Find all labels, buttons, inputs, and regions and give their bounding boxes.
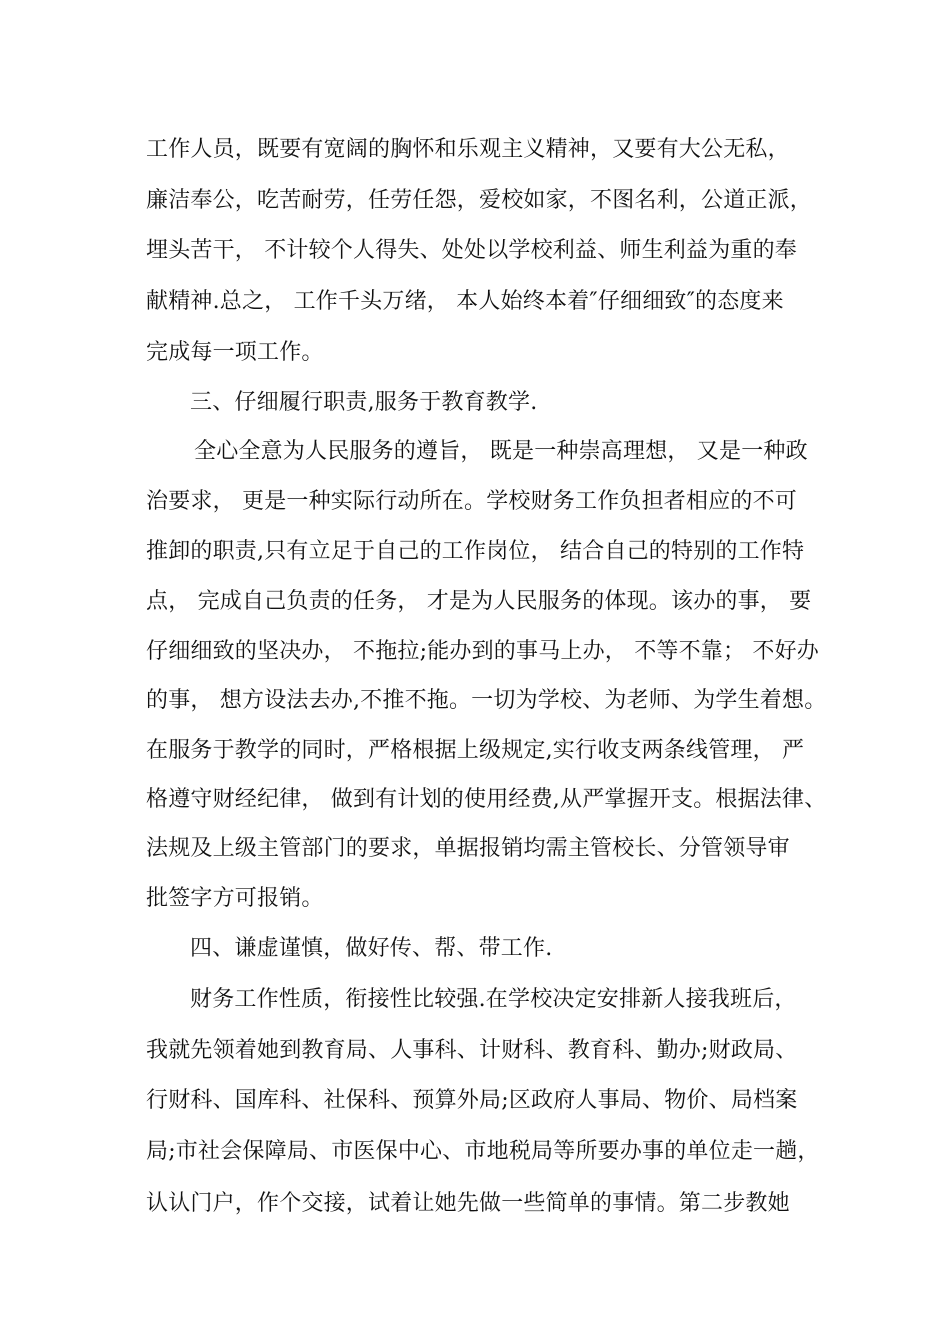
text-line: 我就先领着她到教育局、人事科、计财科、教育科、勤办;财政局、	[146, 1038, 798, 1063]
text-line: 治要求， 更是一种实际行动所在。学校财务工作负担者相应的不可	[146, 489, 797, 514]
text-line: 批签字方可报销。	[146, 886, 324, 911]
text-line: 完成每一项工作。	[146, 340, 324, 365]
text-line: 在服务于教学的同时，严格根据上级规定,实行收支两条线管理， 严	[146, 738, 805, 763]
text-line: 格遵守财经纪律， 做到有计划的使用经费,从严掌握开支。根据法律、	[146, 787, 827, 812]
text-line: 献精神.总之， 工作千头万绪， 本人始终本着″仔细细致″的态度来	[146, 289, 784, 314]
text-line: 认认门户，作个交接，试着让她先做一些简单的事情。第二步教她	[146, 1191, 790, 1216]
text-line: 全心全意为人民服务的遵旨， 既是一种崇高理想， 又是一种政	[194, 439, 808, 464]
text-line: 仔细细致的坚决办， 不拖拉;能办到的事马上办， 不等不靠； 不好办	[146, 639, 819, 664]
text-line: 推卸的职责,只有立足于自己的工作岗位， 结合自己的特别的工作特	[146, 539, 805, 564]
text-line: 行财科、国库科、社保科、预算外局;区政府人事局、物价、局档案	[146, 1088, 798, 1113]
text-line: 的事， 想方设法去办,不推不拖。一切为学校、为老师、为学生着想。	[146, 688, 827, 713]
section-heading: 三、仔细履行职责,服务于教育教学.	[190, 390, 538, 415]
text-line: 工作人员，既要有宽阔的胸怀和乐观主义精神，又要有大公无私，	[146, 137, 790, 162]
text-line: 埋头苦干， 不计较个人得失、处处以学校利益、师生利益为重的奉	[146, 238, 797, 263]
text-line: 廉洁奉公，吃苦耐劳，任劳任怨，爱校如家，不图名利，公道正派，	[146, 188, 813, 213]
text-line: 法规及上级主管部门的要求，单据报销均需主管校长、分管领导审	[146, 836, 790, 861]
text-line: 财务工作性质，衔接性比较强.在学校决定安排新人接我班后，	[190, 987, 797, 1012]
section-heading: 四、谦虚谨慎，做好传、帮、带工作.	[190, 936, 553, 961]
text-line: 局;市社会保障局、市医保中心、市地税局等所要办事的单位走一趟，	[146, 1139, 820, 1164]
text-line: 点， 完成自己负责的任务， 才是为人民服务的体现。该办的事， 要	[146, 589, 812, 614]
